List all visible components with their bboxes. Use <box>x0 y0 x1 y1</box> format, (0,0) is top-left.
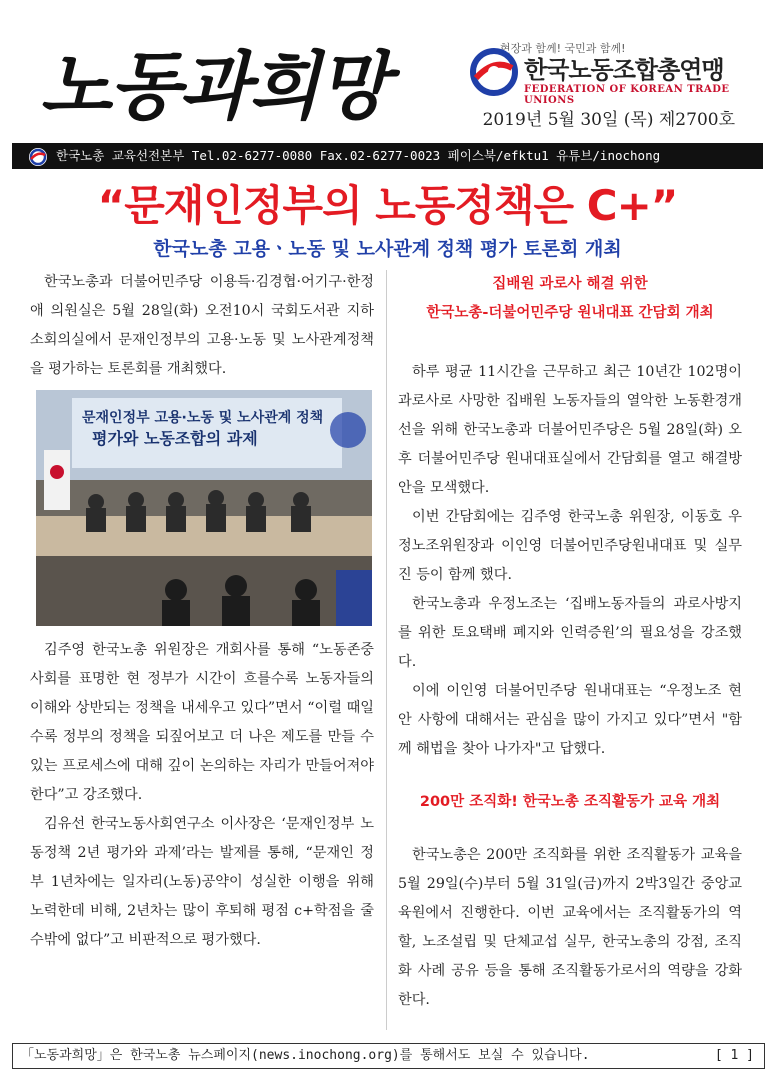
article-paragraph: 김유선 한국노동사회연구소 이사장은 ‘문재인정부 노동정책 2년 평가와 과제’라는 발제를 통해, “문재인 정부 1년차에는 일자리(노동)공약이 성실한 이행을 위해 노력한데 비해, 2년차는 많이 후퇴해 평점 c+학점을 줄 수밖에 없다”고 비판적으로 평가했다. <box>30 816 374 948</box>
article-paragraph: 한국노총은 200만 조직화를 위한 조직활동가 교육을 5월 29일(수)부터 5월 31일(금)까지 2박3일간 중앙교육원에서 진행한다. 이번 교육에서는 조직활동가의 역할, 노조설립 및 단체교섭 실무, 한국노총의 강점, 조직화 사례 공유 등을 통해 조직활동가로서의 역량을 강화한다. <box>398 847 742 1008</box>
left-column-bottom <box>30 636 374 955</box>
article-paragraph: 한국노총과 더불어민주당 이용득·김경협·어기구·한정애 의원실은 5월 28일(화) 오전10시 국회도서관 지하 소회의실에서 문재인정부의 고용·노동 및 노사관계정책을 평가하는 토론회를 개최했다. <box>30 274 374 377</box>
main-subheadline: 한국노총 고용ㆍ노동 및 노사관계 정책 평가 토론회 개최 <box>153 238 622 260</box>
fktu-logo-icon <box>470 48 518 96</box>
section-heading: 집배원 과로사 해결 위한 <box>492 276 648 292</box>
section-heading: 한국노총-더불어민주당 원내대표 간담회 개최 <box>426 305 714 321</box>
org-name-english: FEDERATION OF KOREAN TRADE UNIONS <box>524 84 730 106</box>
forum-photo <box>36 390 372 626</box>
section-heading: 200만 조직화! 한국노총 조직활동가 교육 개최 <box>419 794 721 810</box>
footer-bar <box>12 1043 765 1069</box>
article-paragraph: 이에 이인영 더불어민주당 원내대표는 “우정노조 현안 사항에 대해서는 관심을 많이 가지고 있다”면서 "함께 해법을 찾아 나가자"고 답했다. <box>398 683 742 757</box>
page-number: [ 1 ] <box>714 1048 754 1063</box>
contact-info-text: 한국노총 교육선전본부 Tel.02-6277-0080 Fax.02-6277-0023 페이스북/efktu1 유튜브/inochong <box>56 148 661 163</box>
issue-date-number: 2019년 5월 30일 (목) 제2700호 <box>482 110 735 130</box>
contact-info-bar <box>12 143 763 169</box>
article-paragraph: 김주영 한국노총 위원장은 개회사를 통해 “노동존중사회를 표명한 현 정부가 시간이 흐를수록 노동자들의 이해와 상반되는 정책을 내세우고 있다”면서 “이럴 때일수록 정부의 정책을 되짚어보고 더 나은 제도를 만들 수 있는 프로세스에 대해 깊이 논의하는 자리가 만들어져야 한다”고 강조했다. <box>30 642 374 803</box>
org-name-korean: 한국노동조합총연맹 <box>524 56 724 84</box>
photo-banner-line2: 평가와 노동조합의 과제 <box>92 429 258 448</box>
footer-note: 「노동과희망」은 한국노총 뉴스페이지(news.inochong.org)를 통해서도 보실 수 있습니다. <box>21 1048 590 1063</box>
photo-banner-line1: 문재인정부 고용·노동 및 노사관계 정책 <box>82 410 324 426</box>
article-paragraph: 하루 평균 11시간을 근무하고 최근 10년간 102명이 과로사로 사망한 집배원 노동자들의 열악한 노동환경개선을 위해 한국노총과 더불어민주당은 5월 28일(화) 오후 더불어민주당 원내대표실에서 간담회를 열고 해결방안을 모색했다. <box>398 364 742 496</box>
org-slogan: 현장과 함께! 국민과 함께! <box>500 42 626 55</box>
right-column <box>398 270 742 1015</box>
main-headline: “문재인정부의 노동정책은 C+” <box>97 181 678 230</box>
masthead-title: 노동과희망 <box>40 44 388 130</box>
column-divider <box>386 270 387 1030</box>
article-paragraph: 한국노총과 우정노조는 ‘집배노동자들의 과로사방지를 위한 토요택배 폐지와 인력증원’의 필요성을 강조했다. <box>398 596 742 670</box>
left-column-top <box>30 268 374 384</box>
fktu-mini-logo-icon <box>28 147 48 167</box>
article-paragraph: 이번 간담회에는 김주영 한국노총 위원장, 이동호 우정노조위원장과 이인영 더불어민주당원내대표 및 실무진 등이 함께 했다. <box>398 509 742 583</box>
